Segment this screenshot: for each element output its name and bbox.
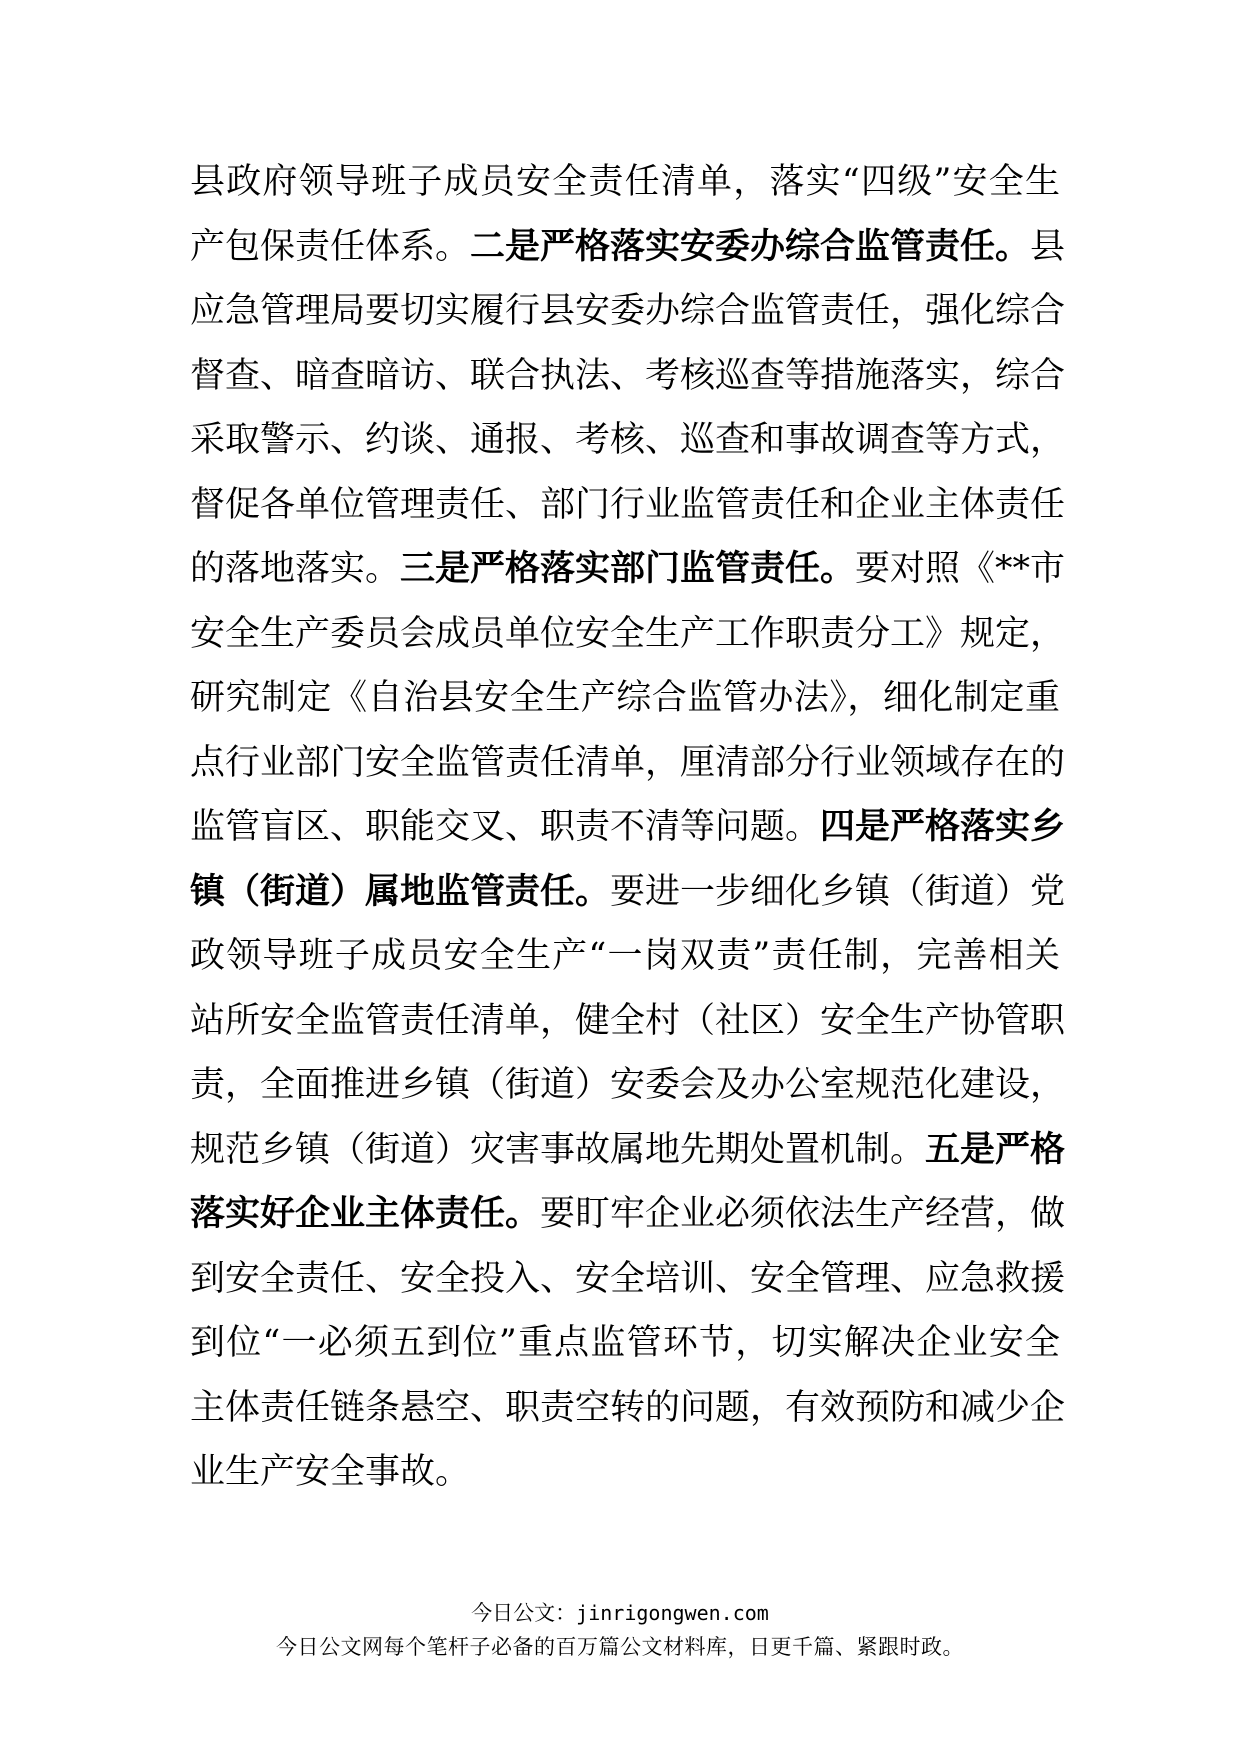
document-body [190, 150, 1066, 1505]
text-line [190, 795, 1066, 860]
text-segment: 业生产安全事故。 [190, 1452, 471, 1492]
bold-heading-segment: 四是严格落实乡 [820, 806, 1066, 847]
text-segment: 的落地落实。 [190, 549, 401, 589]
text-line [190, 408, 1066, 473]
text-line [190, 537, 1066, 602]
text-segment: 研究制定《自治县安全生产综合监管办法》，细化制定重 [190, 678, 1060, 718]
text-line [190, 279, 1066, 344]
footer-slogan: 今日公文网每个笔杆子必备的百万篇公文材料库，日更千篇、紧跟时政。 [276, 1635, 964, 1659]
text-segment: 县 [1030, 226, 1066, 267]
text-line [190, 731, 1066, 796]
text-line [190, 1182, 1066, 1247]
text-segment: 应急管理局要切实履行县安委办综合监管责任，强化综合 [190, 291, 1066, 331]
text-line [190, 1247, 1066, 1312]
text-segment: 到位“一必须五到位”重点监管环节，切实解决企业安全 [190, 1323, 1060, 1363]
text-line [190, 1440, 1060, 1505]
text-segment: 要盯牢企业必须依法生产经营，做 [540, 1194, 1066, 1234]
bold-heading-segment: 镇（街道）属地监管责任。 [190, 870, 611, 912]
text-segment: 采取警示、约谈、通报、考核、巡查和事故调查等方式， [190, 420, 1066, 460]
text-segment: 督促各单位管理责任、部门行业监管责任和企业主体责任 [190, 484, 1066, 525]
text-segment: 产包保责任体系。 [190, 226, 471, 267]
text-segment: 到安全责任、安全投入、安全培训、安全管理、应急救援 [190, 1258, 1066, 1299]
text-line [190, 924, 1060, 989]
text-line [190, 1376, 1066, 1441]
text-segment: 规范乡镇（街道）灾害事故属地先期处置机制。 [190, 1129, 926, 1170]
text-line [190, 1053, 1066, 1118]
text-segment: 责，全面推进乡镇（街道）安委会及办公室规范化建设， [190, 1065, 1066, 1105]
text-segment: 点行业部门安全监管责任清单，厘清部分行业领域存在的 [190, 742, 1066, 783]
text-segment: 政领导班子成员安全生产“一岗双责”责任制，完善相关 [190, 936, 1060, 976]
text-line [190, 666, 1060, 731]
text-line [190, 1311, 1060, 1376]
text-line [190, 344, 1066, 409]
text-segment: 要对照《**市 [855, 549, 1066, 589]
text-line [190, 860, 1066, 925]
text-line [190, 1118, 1066, 1183]
text-line [190, 989, 1066, 1054]
bold-heading-segment: 三是严格落实部门监管责任。 [400, 548, 856, 589]
text-segment: 督查、暗查暗访、联合执法、考核巡查等措施落实，综合 [190, 355, 1066, 396]
text-segment: 主体责任链条悬空、职责空转的问题，有效预防和减少企 [190, 1387, 1066, 1428]
footer-site-line [0, 1597, 1240, 1627]
text-line [190, 215, 1066, 280]
text-segment: 安全生产委员会成员单位安全生产工作职责分工》规定， [190, 613, 1066, 654]
text-segment: 站所安全监管责任清单，健全村（社区）安全生产协管职 [190, 1000, 1066, 1041]
text-line [190, 473, 1066, 538]
bold-heading-segment: 五是严格 [925, 1128, 1066, 1170]
text-segment: 监管盲区、职能交叉、职责不清等问题。 [190, 807, 821, 847]
text-line [190, 150, 1060, 215]
bold-heading-segment: 落实好企业主体责任。 [190, 1193, 541, 1234]
text-segment: 县政府领导班子成员安全责任清单，落实“四级”安全生 [190, 162, 1060, 202]
bold-heading-segment: 二是严格落实安委办综合监管责任。 [470, 225, 1031, 267]
text-line [190, 602, 1066, 667]
footer-site-url[interactable]: jinrigongwen.com [576, 1601, 769, 1625]
text-segment: 要进一步细化乡镇（街道）党 [610, 871, 1066, 912]
footer-site-label: 今日公文： [471, 1601, 577, 1625]
